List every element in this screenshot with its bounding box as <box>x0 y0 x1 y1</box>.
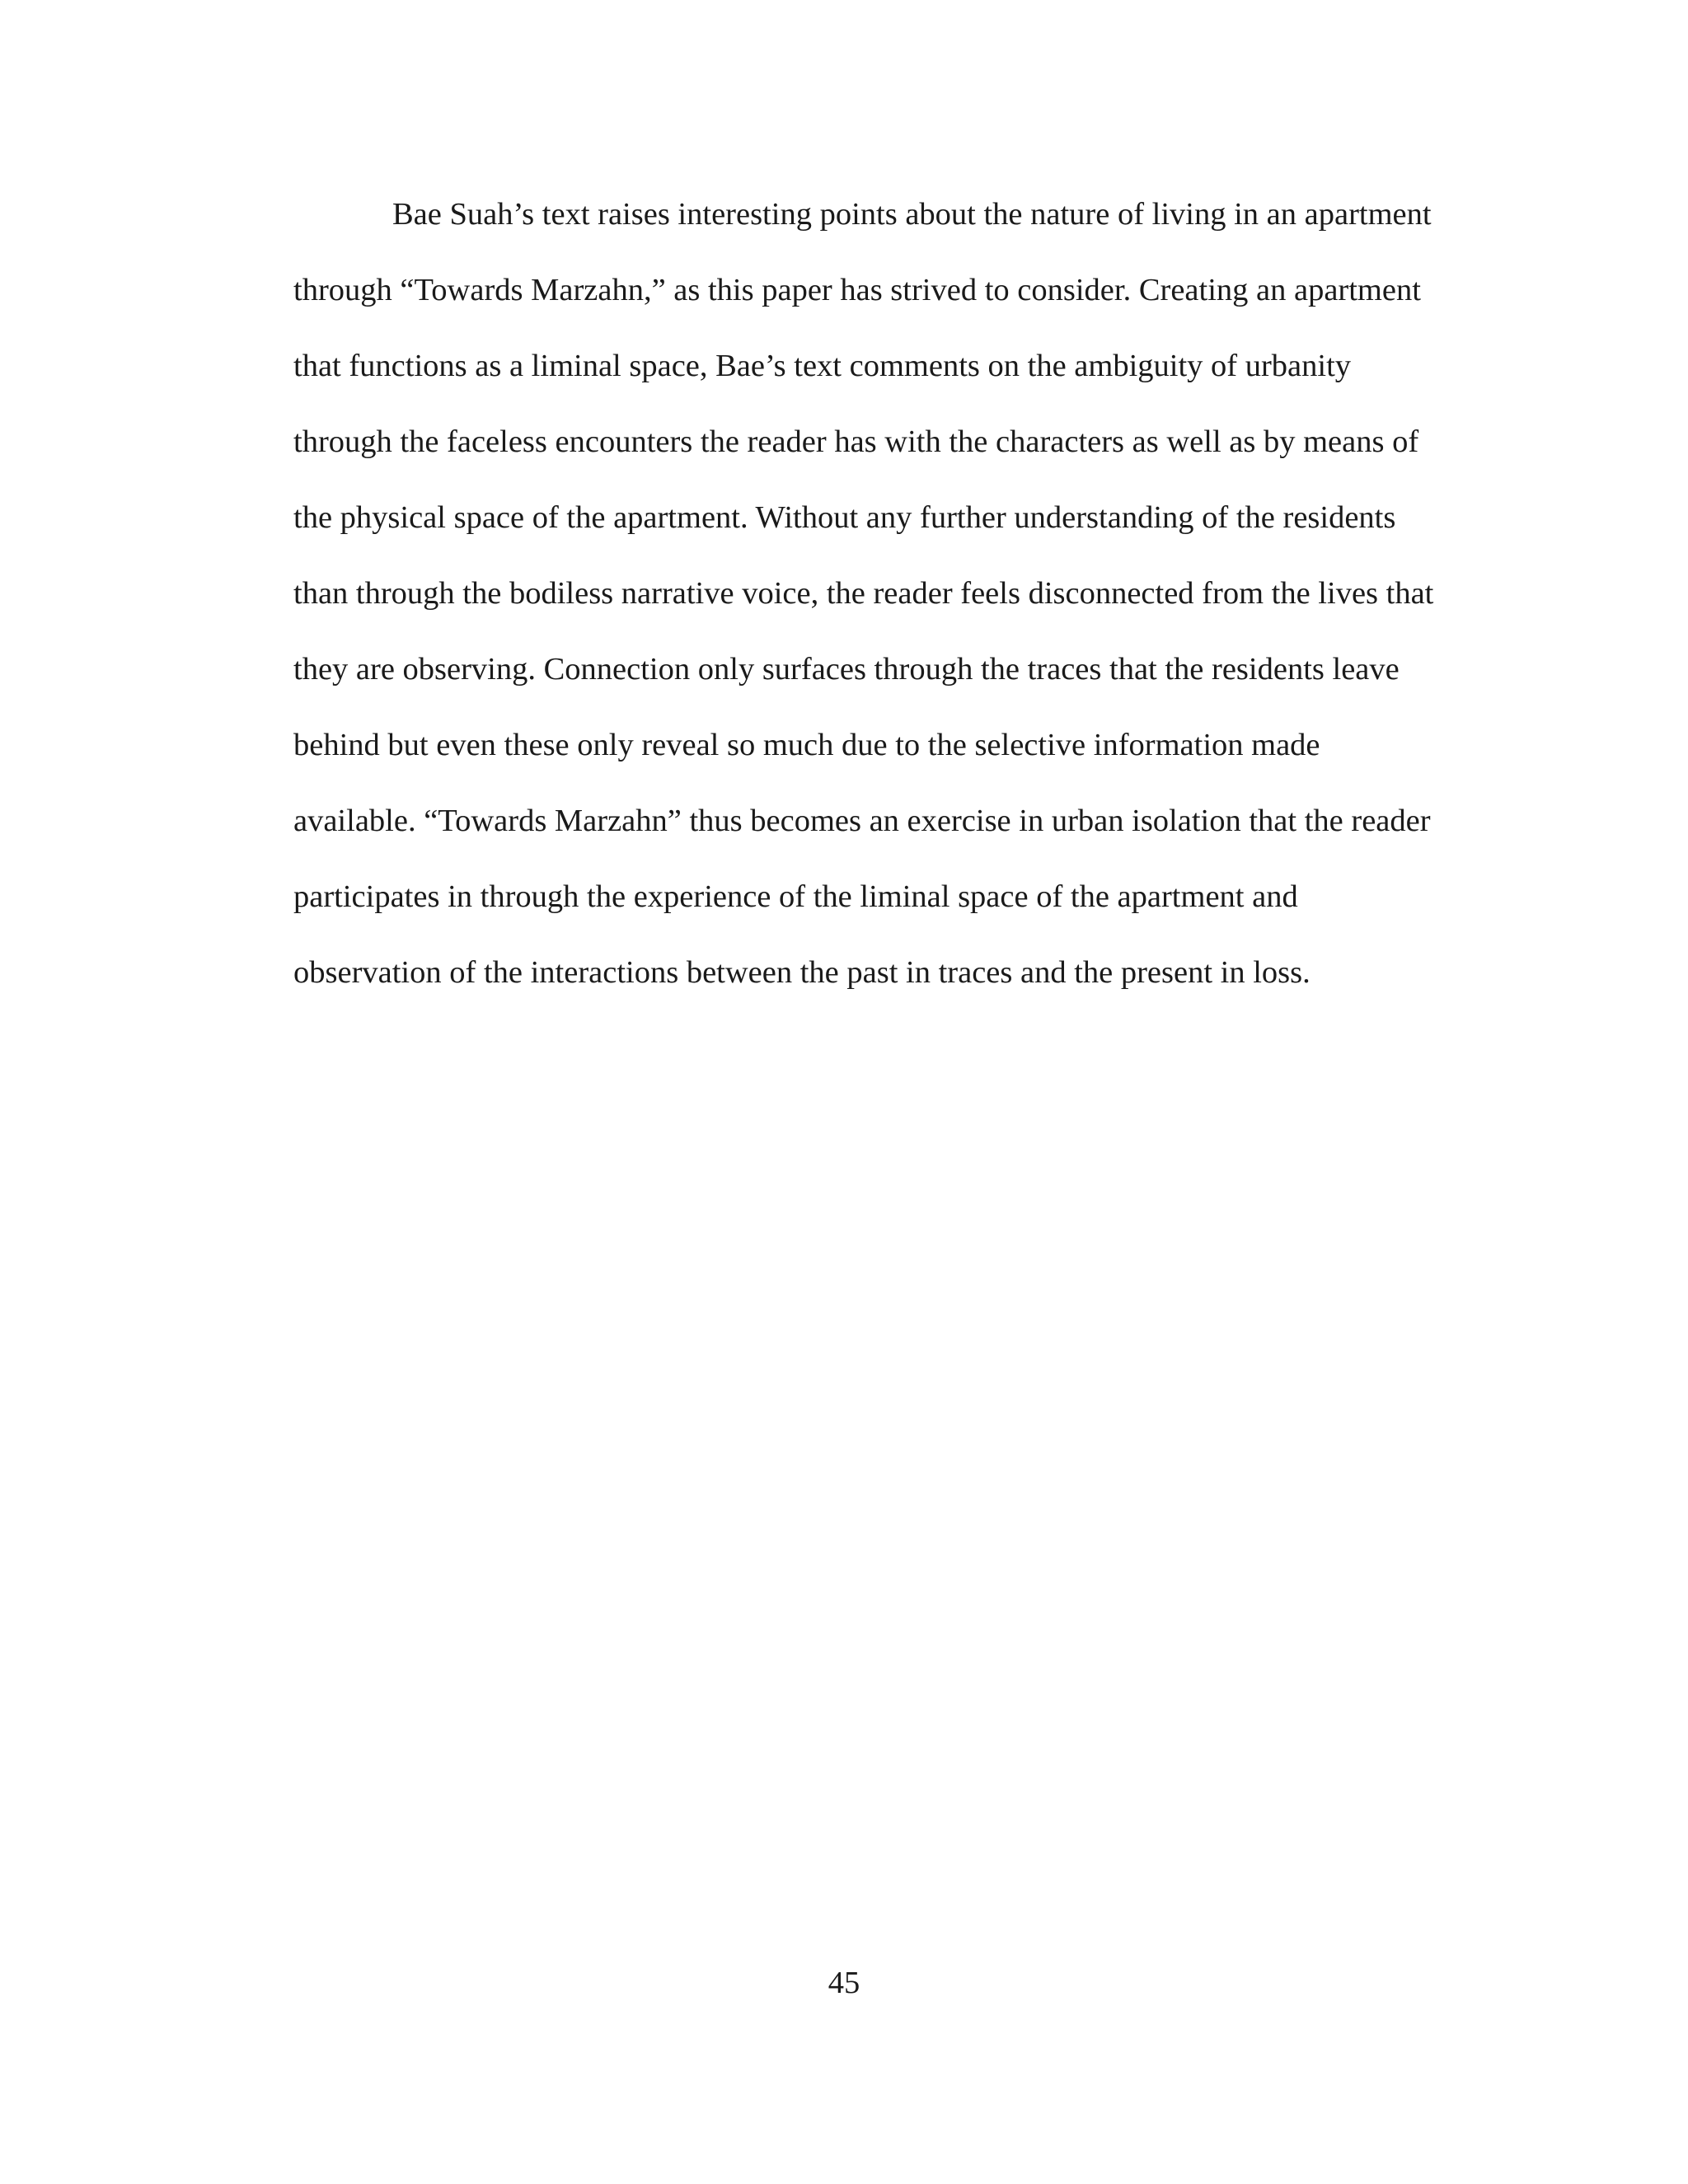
paragraph-line-6: than through the bodiless narrative voice, the reader feels disconnected from the lives that <box>293 576 1434 611</box>
paragraph-line-1: Bae Suah’s text raises interesting points about the nature of living in an apartment <box>392 197 1432 232</box>
paragraph-line-3: that functions as a liminal space, Bae’s text comments on the ambiguity of urbanity <box>293 349 1352 383</box>
paragraph-line-4: through the faceless encounters the reader has with the characters as well as by means of <box>293 424 1419 459</box>
page-number: 45 <box>828 1966 860 2000</box>
body-paragraph <box>293 190 1480 1024</box>
paragraph-line-2: through “Towards Marzahn,” as this paper has strived to consider. Creating an apartment <box>293 273 1421 307</box>
paragraph-line-8: behind but even these only reveal so much due to the selective information made <box>293 728 1320 762</box>
paragraph-line-7: they are observing. Connection only surfaces through the traces that the residents leave <box>293 652 1400 687</box>
paragraph-line-5: the physical space of the apartment. Without any further understanding of the residents <box>293 500 1396 535</box>
paragraph-line-10: participates in through the experience of the liminal space of the apartment and <box>293 879 1298 914</box>
paragraph-line-9: available. “Towards Marzahn” thus becomes an exercise in urban isolation that the reader <box>293 804 1431 838</box>
paragraph-line-11: observation of the interactions between the past in traces and the present in loss. <box>293 955 1311 990</box>
